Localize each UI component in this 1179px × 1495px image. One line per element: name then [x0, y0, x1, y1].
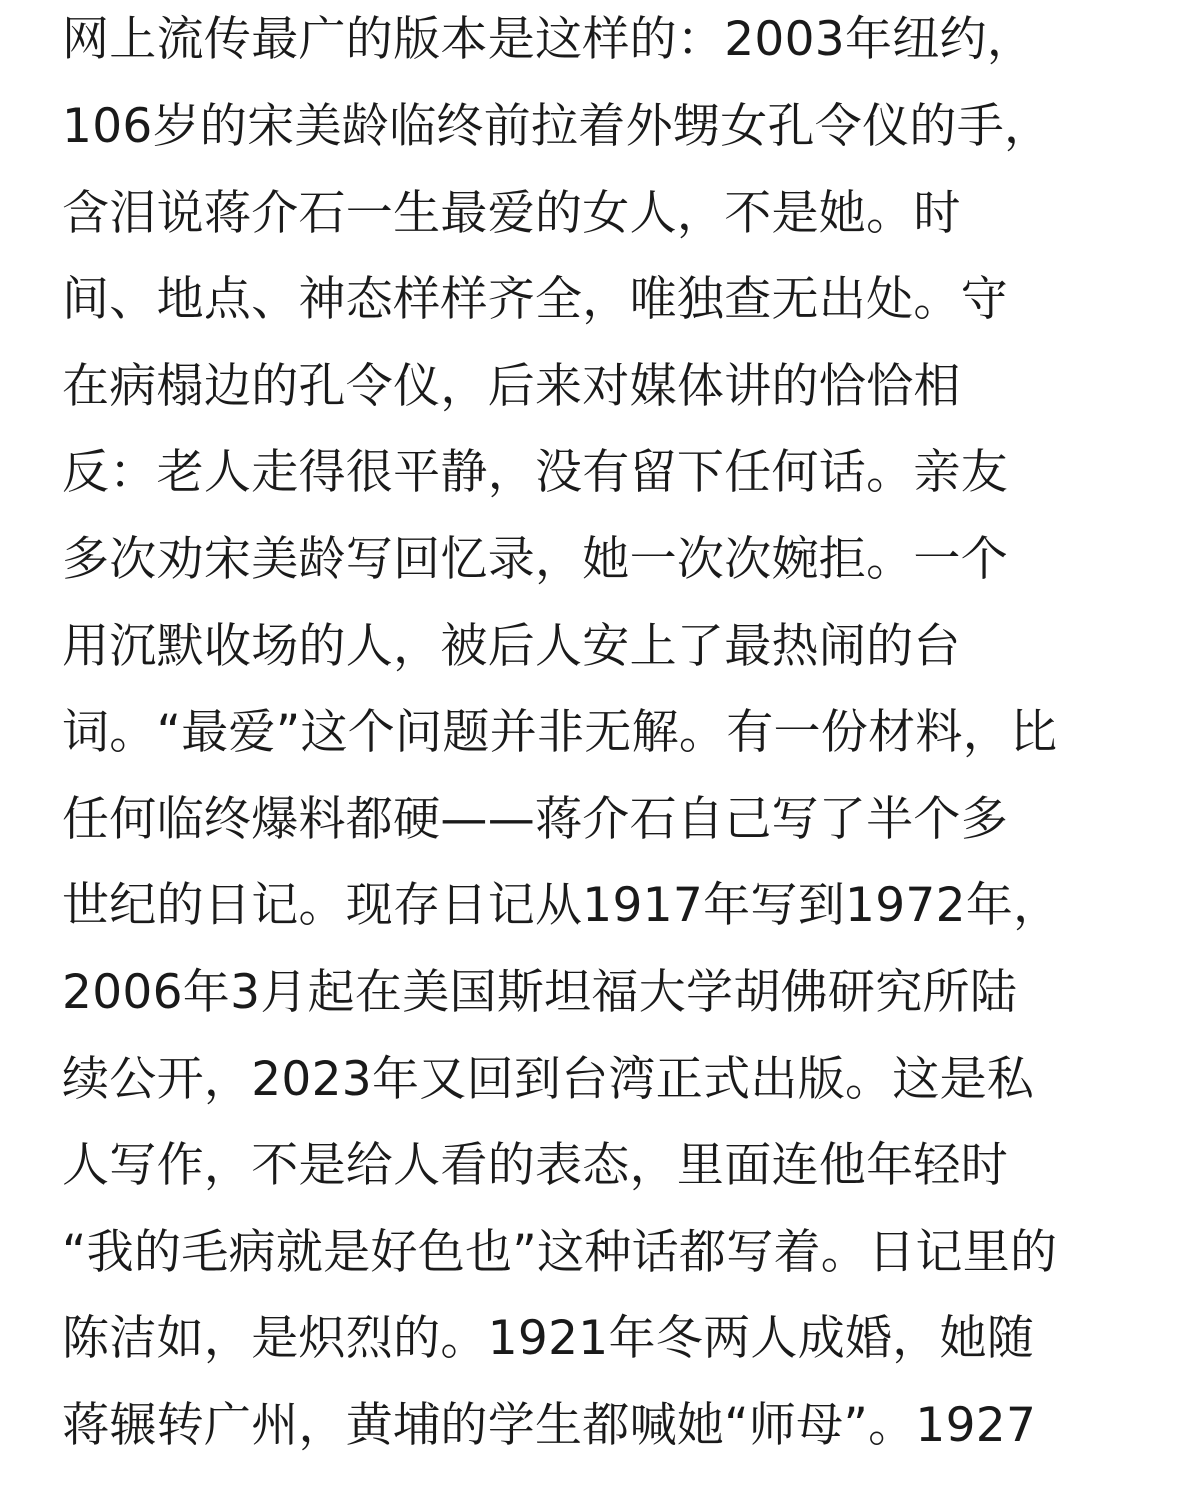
text-line: 2006年3月起在美国斯坦福大学胡佛研究所陆 — [62, 964, 1018, 1020]
text-line: 用沉默收场的人，被后人安上了最热闹的台 — [62, 618, 961, 674]
text-line: 蒋辗转广州，黄埔的学生都喊她“师母”。1927 — [62, 1397, 1037, 1453]
text-line: 多次劝宋美龄写回忆录，她一次次婉拒。一个 — [62, 531, 1008, 587]
text-line: “我的毛病就是好色也”这种话都写着。日记里的 — [62, 1224, 1058, 1280]
text-line: 含泪说蒋介石一生最爱的女人，不是她。时 — [62, 185, 961, 241]
text-line: 人写作，不是给人看的表态，里面连他年轻时 — [62, 1138, 1008, 1194]
text-line: 陈洁如，是炽烈的。1921年冬两人成婚，她随 — [62, 1311, 1035, 1367]
text-line: 词。“最爱”这个问题并非无解。有一份材料，比 — [62, 705, 1058, 761]
article-body — [62, 0, 1122, 1470]
text-line: 续公开，2023年又回到台湾正式出版。这是私 — [62, 1051, 1035, 1107]
text-line: 间、地点、神态样样齐全，唯独查无出处。守 — [62, 272, 1008, 328]
text-line: 106岁的宋美龄临终前拉着外甥女孔令仪的手， — [62, 99, 1052, 154]
text-line: 任何临终爆料都硬——蒋介石自己写了半个多 — [62, 791, 1008, 847]
text-line: 世纪的日记。现存日记从1917年写到1972年， — [62, 878, 1061, 934]
text-line: 在病榻边的孔令仪，后来对媒体讲的恰恰相 — [62, 358, 961, 414]
text-line: 反：老人走得很平静，没有留下任何话。亲友 — [62, 445, 1008, 501]
text-line: 网上流传最广的版本是这样的：2003年纽约， — [62, 12, 1035, 67]
